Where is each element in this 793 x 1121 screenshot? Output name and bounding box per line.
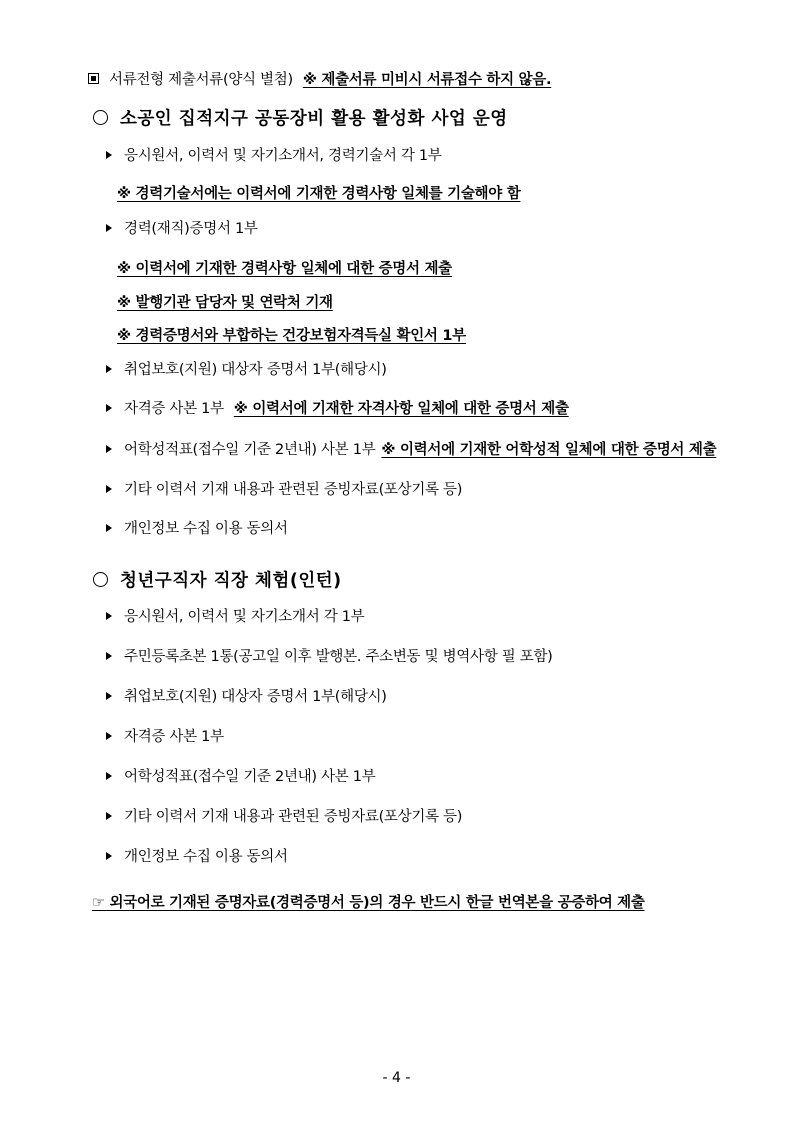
note-line: ※ 이력서에 기재한 경력사항 일체에 대한 증명서 제출	[117, 261, 452, 277]
circle-bullet-icon	[93, 572, 108, 587]
list-item: 자격증 사본 1부	[106, 727, 224, 747]
list-item: 자격증 사본 1부 ※ 이력서에 기재한 자격사항 일체에 대한 증명서 제출	[106, 399, 569, 419]
list-item: 기타 이력서 기재 내용과 관련된 증빙자료(포상기록 등)	[106, 807, 462, 827]
triangle-bullet-icon	[106, 812, 112, 820]
section2-heading	[93, 569, 342, 593]
item-note: ※ 이력서에 기재한 어학성적 일체에 대한 증명서 제출	[381, 442, 717, 458]
list-item: 취업보호(지원) 대상자 증명서 1부(해당시)	[106, 360, 387, 380]
footnote: ☞ 외국어로 기재된 증명자료(경력증명서 등)의 경우 반드시 한글 번역본을 공증하여 제출	[92, 895, 645, 911]
circle-bullet-icon	[93, 110, 108, 125]
triangle-bullet-icon	[106, 404, 112, 412]
note-line: ※ 경력기술서에는 이력서에 기재한 경력사항 일체를 기술해야 함	[117, 186, 521, 202]
list-item: 취업보호(지원) 대상자 증명서 1부(해당시)	[106, 687, 387, 707]
section2-title: 청년구직자 직장 체험(인턴)	[120, 571, 342, 591]
item-note: ※ 이력서에 기재한 자격사항 일체에 대한 증명서 제출	[233, 401, 569, 417]
triangle-bullet-icon	[106, 852, 112, 860]
section1-heading	[93, 107, 508, 131]
note-line: ※ 경력증명서와 부합하는 건강보험자격득실 확인서 1부	[117, 328, 466, 344]
list-item: 응시원서, 이력서 및 자기소개서 각 1부	[106, 607, 364, 627]
triangle-bullet-icon	[106, 524, 112, 532]
header-notice: ※ 제출서류 미비시 서류접수 하지 않음.	[302, 72, 552, 88]
triangle-bullet-icon	[106, 652, 112, 660]
list-item: 개인정보 수집 이용 동의서	[106, 847, 288, 867]
triangle-bullet-icon	[106, 772, 112, 780]
triangle-bullet-icon	[106, 485, 112, 493]
triangle-bullet-icon	[106, 224, 112, 232]
triangle-bullet-icon	[106, 732, 112, 740]
list-item: 기타 이력서 기재 내용과 관련된 증빙자료(포상기록 등)	[106, 480, 462, 500]
list-item: 개인정보 수집 이용 동의서	[106, 519, 288, 539]
triangle-bullet-icon	[106, 612, 112, 620]
list-item: 경력(재직)증명서 1부	[106, 219, 258, 239]
section1-title: 소공인 집적지구 공동장비 활용 활성화 사업 운영	[120, 109, 508, 129]
list-item: 주민등록초본 1통(공고일 이후 발행본. 주소변동 및 병역사항 필 포함)	[106, 647, 553, 667]
triangle-bullet-icon	[106, 365, 112, 373]
square-bullet-icon	[88, 73, 99, 84]
page-number: - 4 -	[382, 1070, 411, 1086]
list-item: 응시원서, 이력서 및 자기소개서, 경력기술서 각 1부	[106, 146, 442, 166]
note-line: ※ 발행기관 담당자 및 연락처 기재	[117, 295, 333, 311]
triangle-bullet-icon	[106, 151, 112, 159]
triangle-bullet-icon	[106, 692, 112, 700]
list-item: 어학성적표(접수일 기준 2년내) 사본 1부	[106, 767, 375, 787]
list-item: 어학성적표(접수일 기준 2년내) 사본 1부 ※ 이력서에 기재한 어학성적 일체에 대한 증명서 제출	[106, 440, 716, 460]
header-title: 서류전형 제출서류(양식 별첨)	[109, 72, 293, 88]
header-line	[88, 70, 551, 90]
triangle-bullet-icon	[106, 445, 112, 453]
